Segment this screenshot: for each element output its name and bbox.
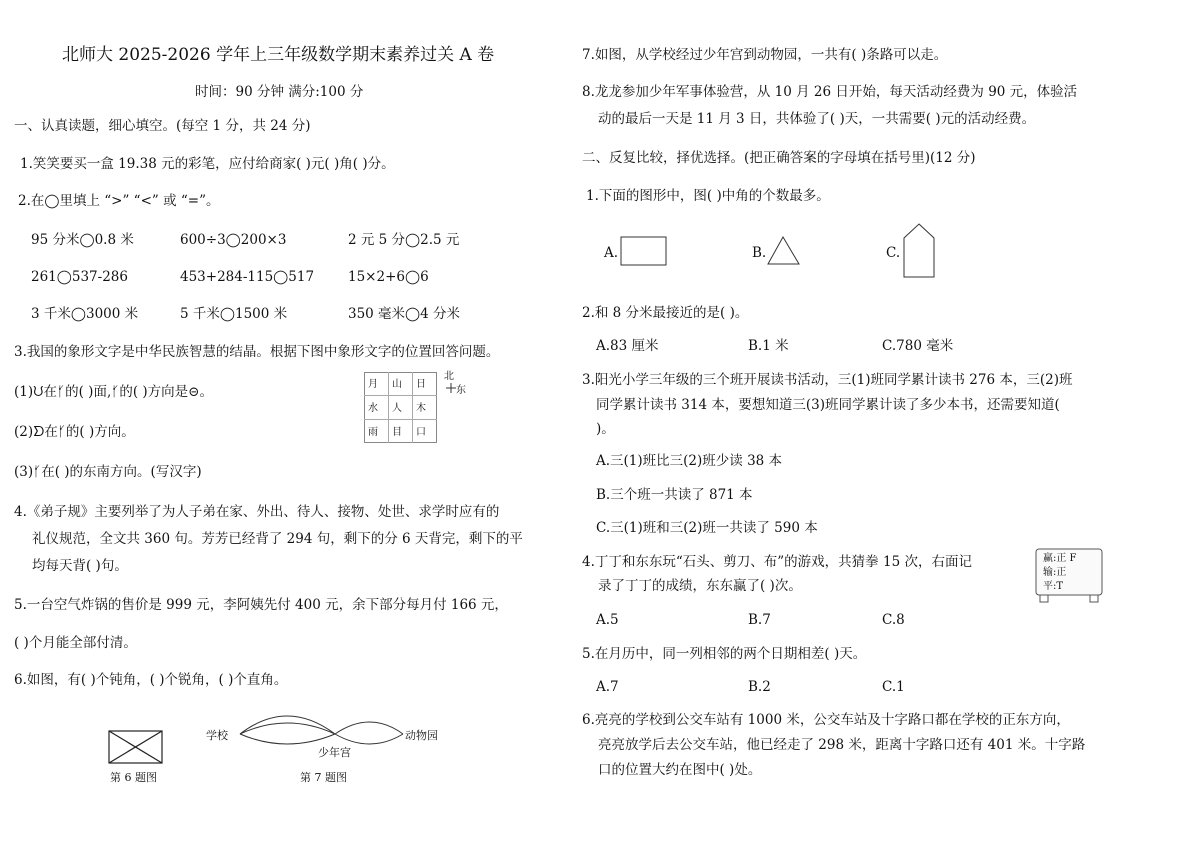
pictograph-cell: 口	[416, 427, 426, 438]
choice-question-6-line-1: 6.亮亮的学校到公交车站有 1000 米，公交车站及十字路口都在学校的正东方向，	[582, 712, 1070, 728]
choice-question-3-line-1: 3.阳光小学三年级的三个班开展读书活动，三(1)班同学累计读书 276 本，三(2)班	[582, 372, 1073, 388]
compass-arrow-icon	[444, 380, 458, 399]
pictograph-cell: 人	[392, 403, 402, 414]
question-4-line-1: 4.《弟子规》主要列举了为人子弟在家、外出、待人、接物、处世、求学时应有的	[14, 504, 500, 520]
question-2: 2.在◯里填上 “>” “<” 或 “=”。	[18, 193, 220, 209]
exam-title: 北师大 2025-2026 学年上三年级数学期末素养过关 A 卷	[62, 45, 495, 65]
pictograph-cell: 水	[368, 403, 378, 414]
question-1: 1.笑笑要买一盒 19.38 元的彩笔，应付给商家( )元( )角( )分。	[20, 156, 395, 172]
choice-question-4-line-1: 4.丁丁和东东玩“石头、剪刀、布”的游戏，共猜拳 15 次，右面记	[582, 554, 972, 570]
q2-item: 350 毫米◯4 分米	[348, 306, 461, 322]
c4-option: C.8	[882, 612, 905, 628]
figure-6-rectangle-diagonals	[108, 730, 164, 770]
figure-7-palace-label: 少年宫	[318, 746, 351, 759]
section-2-heading: 二、反复比较，择优选择。(把正确答案的字母填在括号里)(12 分)	[582, 150, 976, 166]
c1-option-label: C.	[886, 245, 901, 261]
q2-item: 3 千米◯3000 米	[31, 306, 139, 322]
score-board-win: 赢:正 F	[1043, 553, 1077, 564]
c1-option-label: A.	[604, 245, 619, 261]
pictograph-cell: 山	[392, 379, 402, 390]
pentagon-house-shape	[902, 222, 938, 284]
question-5-line-2: ( )个月能全部付清。	[14, 635, 137, 651]
figure-7-zoo-label: 动物园	[405, 729, 438, 742]
c3-option: B.三个班一共读了 871 本	[596, 487, 753, 503]
question-3-part-3: (3)ᚶ在( )的东南方向。(写汉字)	[14, 464, 202, 480]
exam-subtitle: 时间：90 分钟 满分:100 分	[195, 84, 364, 100]
question-4-line-3: 均每天背( )句。	[32, 558, 128, 574]
figure-7-school-label: 学校	[206, 729, 228, 742]
c2-option: C.780 毫米	[882, 338, 954, 354]
section-1-heading: 一、认真读题，细心填空。(每空 1 分，共 24 分)	[14, 118, 311, 134]
pictograph-cell: 目	[392, 427, 402, 438]
c4-option: A.5	[596, 612, 619, 628]
q2-item: 15×2+6◯6	[348, 269, 429, 285]
question-5-line-1: 5.一台空气炸锅的售价是 999 元，李阿姨先付 400 元，余下部分每月付 166 元，	[14, 597, 508, 613]
triangle-shape	[766, 235, 802, 271]
q2-item: 453+284-115◯517	[180, 269, 315, 285]
score-board-lose: 输:正	[1043, 567, 1067, 578]
compass-north-label: 北	[444, 371, 454, 382]
choice-question-6-line-3: 口的位置大约在图中( )处。	[598, 762, 762, 778]
choice-question-4-line-2: 录了丁丁的成绩，东东赢了( )次。	[598, 578, 802, 594]
question-3: 3.我国的象形文字是中华民族智慧的结晶。根据下图中象形文字的位置回答问题。	[14, 344, 500, 360]
q2-item: 261◯537-286	[31, 269, 128, 285]
c3-option: A.三(1)班比三(2)班少读 38 本	[596, 453, 783, 469]
question-8-line-1: 8.龙龙参加少年军事体验营，从 10 月 26 日开始，每天活动经费为 90 元，体验活	[582, 84, 1078, 100]
c2-option: A.83 厘米	[596, 338, 659, 354]
q2-item: 95 分米◯0.8 米	[31, 232, 134, 248]
choice-question-3-line-2: 同学累计读书 314 本，要想知道三(3)班同学累计读了多少本书，还需要知道(	[596, 397, 1060, 413]
choice-question-2: 2.和 8 分米最接近的是( )。	[582, 305, 749, 321]
figure-6-caption: 第 6 题图	[110, 771, 157, 784]
figure-7-caption: 第 7 题图	[300, 771, 347, 784]
choice-question-6-line-2: 亮亮放学后去公交车站，他已经走了 298 米，距离十字路口还有 401 米。十字路	[598, 737, 1086, 753]
c2-option: B.1 米	[748, 338, 789, 354]
choice-question-5: 5.在月历中，同一列相邻的两个日期相差( )天。	[582, 646, 867, 662]
c4-option: B.7	[748, 612, 771, 628]
c5-option: B.2	[748, 679, 771, 695]
q2-item: 5 千米◯1500 米	[180, 306, 288, 322]
score-board-draw: 平:T	[1043, 581, 1064, 592]
question-8-line-2: 动的最后一天是 11 月 3 日，共体验了( )天，一共需要( )元的活动经费。	[598, 111, 1036, 127]
c1-option-label: B.	[752, 245, 767, 261]
question-7: 7.如图，从学校经过少年宫到动物园，一共有( )条路可以走。	[582, 47, 948, 63]
question-6: 6.如图，有( )个钝角，( )个锐角，( )个直角。	[14, 672, 288, 688]
pictograph-cell: 月	[368, 379, 378, 390]
q2-item: 2 元 5 分◯2.5 元	[348, 232, 460, 248]
c3-option: C.三(1)班和三(2)班一共读了 590 本	[596, 520, 818, 536]
question-4-line-2: 礼仪规范，全文共 360 句。芳芳已经背了 294 句，剩下的分 6 天背完，剩下的平	[32, 531, 523, 547]
c5-option: C.1	[882, 679, 905, 695]
pictograph-cell: 雨	[368, 427, 378, 438]
c5-option: A.7	[596, 679, 619, 695]
pictograph-cell: 日	[416, 379, 426, 390]
compass-east-label: 东	[456, 385, 466, 396]
rectangle-shape	[620, 236, 668, 272]
choice-question-1: 1.下面的图形中，图( )中角的个数最多。	[586, 188, 830, 204]
question-3-part-2: (2)ᗤ在ᚶ的( )方向。	[14, 424, 135, 440]
question-3-part-1: (1)ᙀ在ᚶ的( )面,ᚶ的( )方向是⊝。	[14, 384, 213, 400]
choice-question-3-line-3: )。	[596, 421, 615, 437]
q2-item: 600÷3◯200×3	[180, 232, 287, 248]
pictograph-cell: 木	[416, 403, 426, 414]
